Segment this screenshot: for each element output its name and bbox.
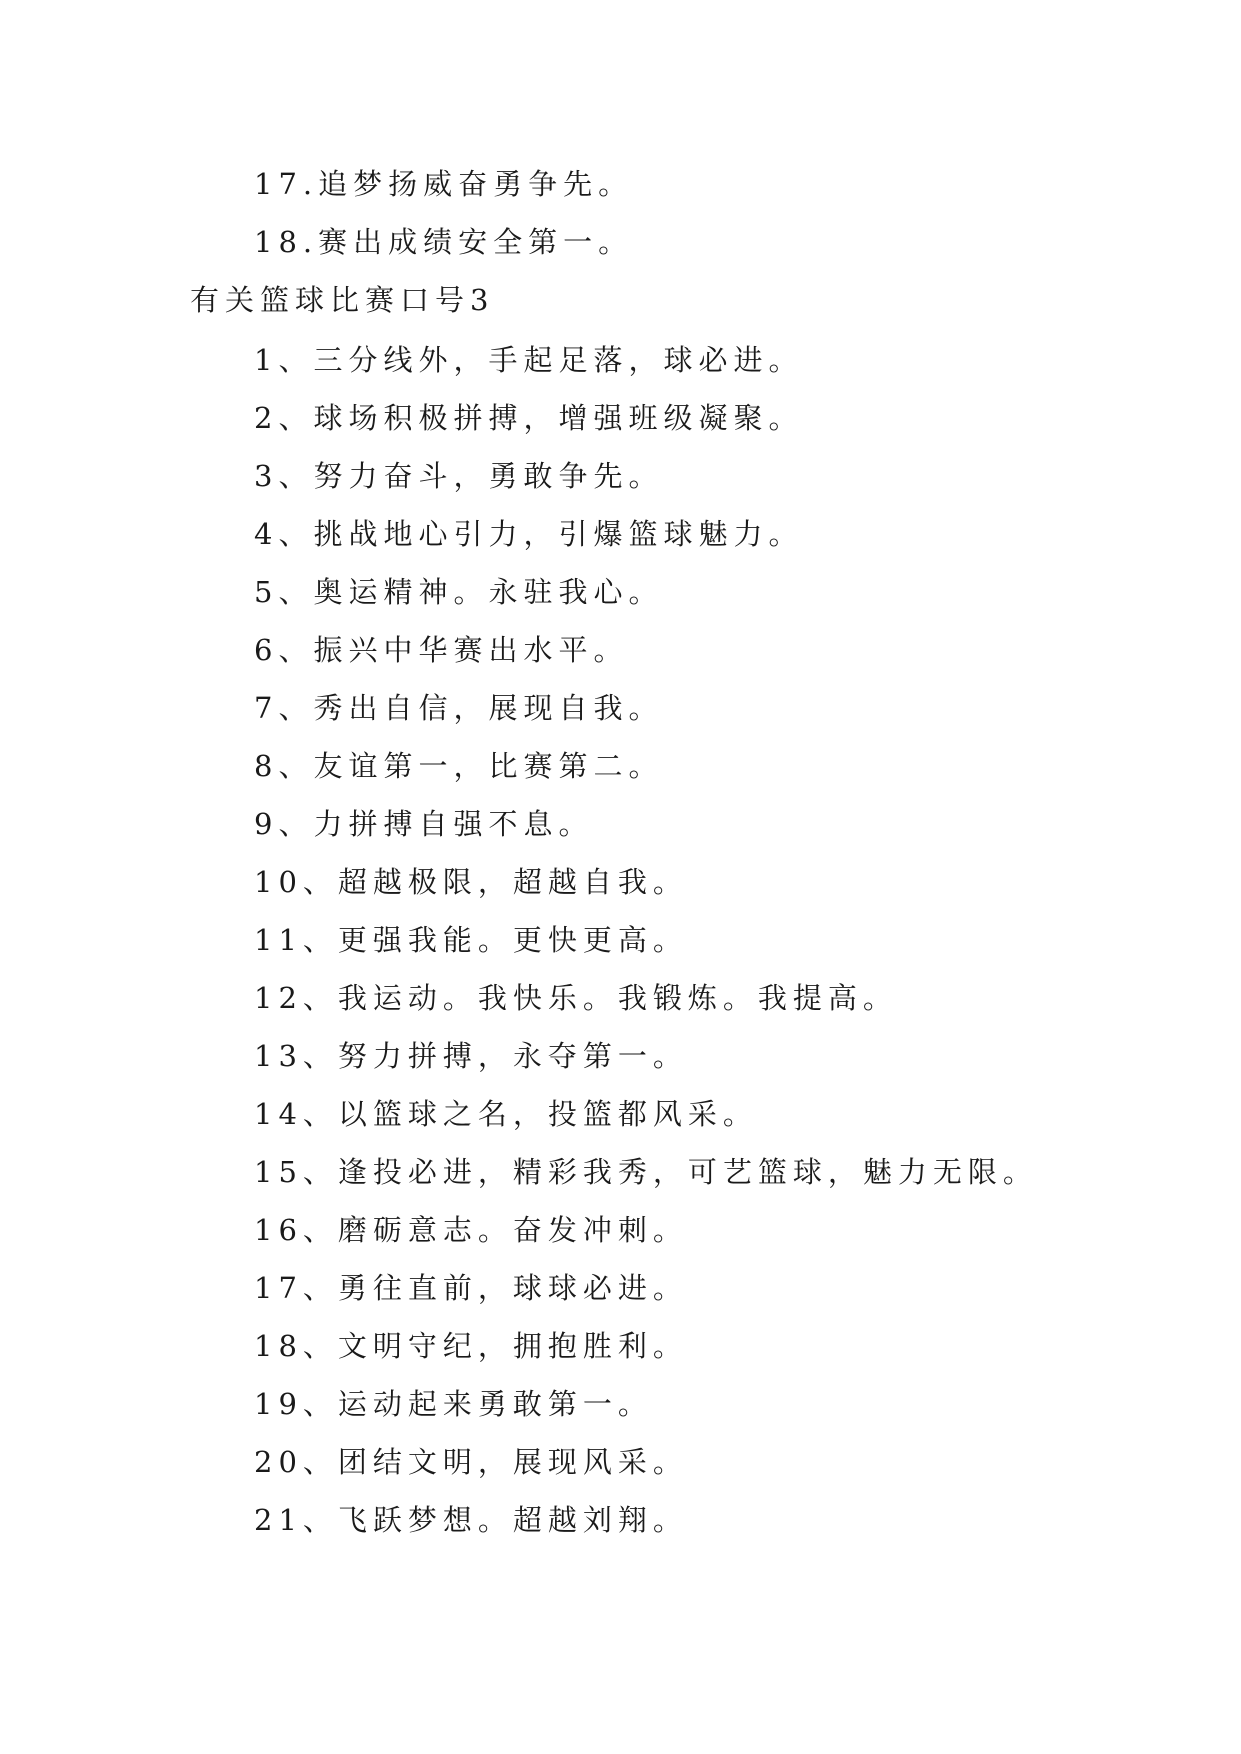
list-item: 7、秀出自信，展现自我。: [254, 691, 664, 725]
list-item: 13、努力拼搏，永夺第一。: [254, 1039, 688, 1073]
list-item: 6、振兴中华赛出水平。: [254, 633, 629, 667]
list-item: 2、球场积极拼搏，增强班级凝聚。: [254, 401, 804, 435]
list-item: 18、文明守纪，拥抱胜利。: [254, 1329, 688, 1363]
list-item: 10、超越极限，超越自我。: [254, 865, 688, 899]
list-item: 16、磨砺意志。奋发冲刺。: [254, 1213, 688, 1247]
list-item: 9、力拼搏自强不息。: [254, 807, 594, 841]
section-title: 有关篮球比赛口号3: [190, 283, 495, 317]
list-item: 18.赛出成绩安全第一。: [254, 225, 634, 259]
list-item: 15、逢投必进，精彩我秀，可艺篮球，魅力无限。: [254, 1155, 1038, 1189]
list-item: 20、团结文明，展现风采。: [254, 1445, 688, 1479]
list-item: 19、运动起来勇敢第一。: [254, 1387, 653, 1421]
list-item: 4、挑战地心引力，引爆篮球魅力。: [254, 517, 804, 551]
list-item: 3、努力奋斗，勇敢争先。: [254, 459, 664, 493]
list-item: 21、飞跃梦想。超越刘翔。: [254, 1503, 688, 1537]
list-item: 12、我运动。我快乐。我锻炼。我提高。: [254, 981, 898, 1015]
list-item: 17、勇往直前，球球必进。: [254, 1271, 688, 1305]
list-item: 8、友谊第一，比赛第二。: [254, 749, 664, 783]
list-item: 1、三分线外，手起足落，球必进。: [254, 343, 804, 377]
list-item: 11、更强我能。更快更高。: [254, 923, 688, 957]
list-item: 14、以篮球之名，投篮都风采。: [254, 1097, 758, 1131]
list-item: 17.追梦扬威奋勇争先。: [254, 167, 634, 201]
list-item: 5、奥运精神。永驻我心。: [254, 575, 664, 609]
